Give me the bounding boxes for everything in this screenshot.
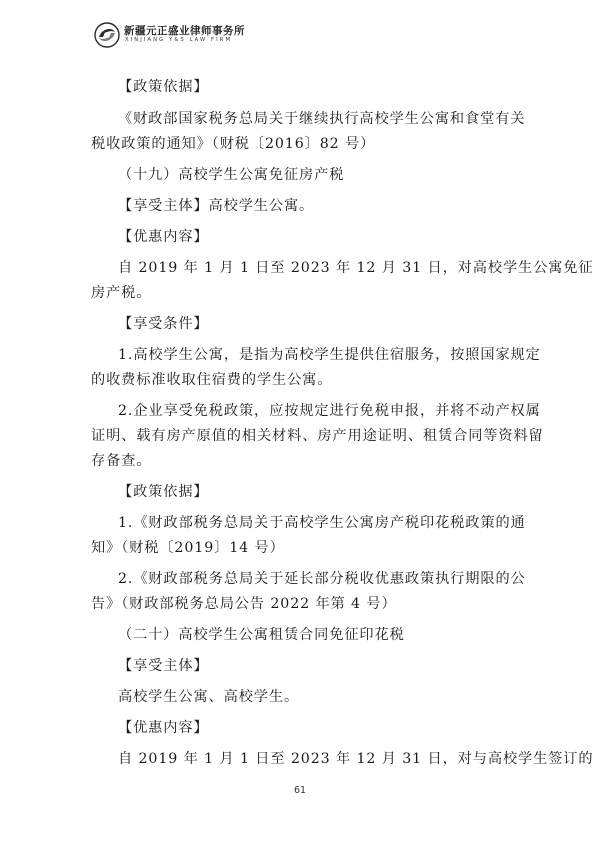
text-line: 1.《财政部税务总局关于高校学生公寓房产税印花税政策的通 — [118, 515, 526, 531]
text-line: 的收费标准收取住宿费的学生公寓。 — [91, 372, 333, 388]
text-line: 2.企业享受免税政策，应按规定进行免税申报，并将不动产权属 — [118, 403, 541, 419]
text-line: 【享受条件】 — [118, 316, 209, 332]
text-line: 存备查。 — [91, 453, 152, 469]
text-line: 告》（财政部税务总局公告 2022 年第 4 号） — [91, 596, 397, 612]
text-line: 【优惠内容】 — [118, 229, 209, 245]
text-line: 税收政策的通知》（财税〔2016〕82 号） — [91, 136, 376, 152]
firm-name-en: XINJIANG Y&S LAW FIRM — [125, 37, 233, 43]
firm-name-cn: 新疆元正盛业律师事务所 — [124, 25, 245, 37]
text-line: 【政策依据】 — [118, 484, 209, 500]
text-line: 房产税。 — [91, 285, 152, 301]
text-line: 知》（财税〔2019〕14 号） — [91, 540, 285, 556]
firm-logo-icon — [94, 22, 120, 48]
text-line: 【政策依据】 — [118, 79, 209, 95]
text-line: 高校学生公寓、高校学生。 — [118, 689, 300, 705]
text-line: 自 2019 年 1 月 1 日至 2023 年 12 月 31 日，对与高校学生签订的 — [118, 751, 594, 767]
text-line: 《财政部国家税务总局关于继续执行高校学生公寓和食堂有关 — [118, 111, 526, 127]
text-line: 【优惠内容】 — [118, 720, 209, 736]
text-line: 【享受主体】 — [118, 658, 209, 674]
text-line: 【享受主体】高校学生公寓。 — [118, 198, 315, 214]
text-line: 证明、载有房产原值的相关材料、房产用途证明、租赁合同等资料留 — [91, 428, 544, 444]
text-line: 2.《财政部税务总局关于延长部分税收优惠政策执行期限的公 — [118, 571, 526, 587]
text-line: （十九）高校学生公寓免征房产税 — [118, 167, 345, 183]
page-header — [94, 22, 294, 48]
text-line: （二十）高校学生公寓租赁合同免征印花税 — [118, 627, 405, 643]
text-line: 1.高校学生公寓，是指为高校学生提供住宿服务，按照国家规定 — [118, 347, 541, 363]
page-number: 61 — [293, 785, 307, 796]
text-line: 自 2019 年 1 月 1 日至 2023 年 12 月 31 日，对高校学生公寓免征 — [118, 260, 594, 276]
